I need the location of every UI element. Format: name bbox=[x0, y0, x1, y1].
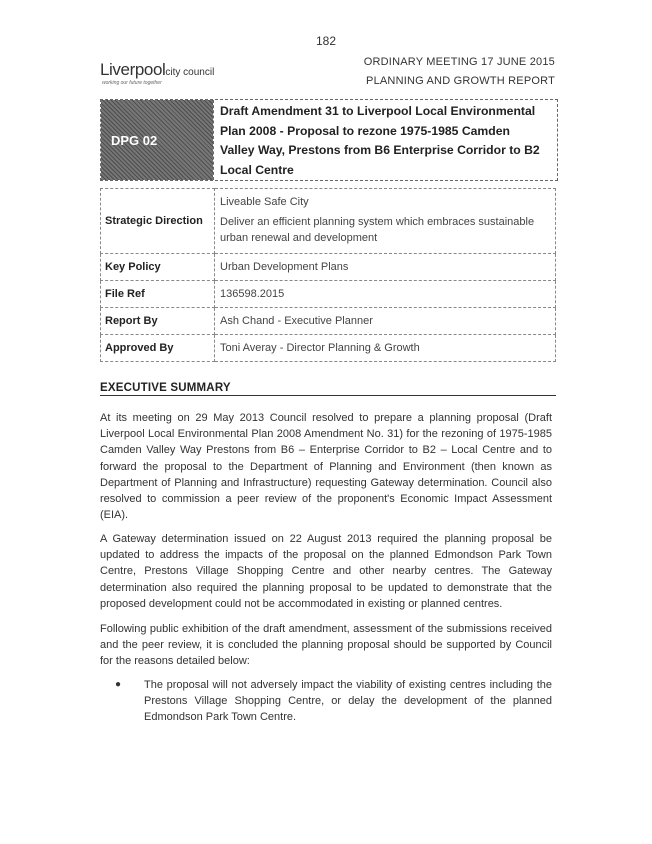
file-ref-row bbox=[101, 281, 556, 308]
logo-tagline: working our future together bbox=[102, 80, 162, 86]
approved-by-value: Toni Averay - Director Planning & Growth bbox=[215, 335, 556, 362]
bullet-text: The proposal will not adversely impact the viability of existing centres including the Prestons Village Shopping Centre, or delay the development of the planned Edmondson Park Town Centre. bbox=[144, 679, 552, 724]
approved-by-label: Approved By bbox=[101, 335, 215, 362]
strategic-direction-line2: Deliver an efficient planning system which embraces sustainable urban renewal and development bbox=[220, 216, 535, 244]
liverpool-city-council-logo bbox=[100, 60, 214, 86]
item-title: Draft Amendment 31 to Liverpool Local Environmental Plan 2008 - Proposal to rezone 1975-1985 Camden Valley Way, Prestons from B6 Enterprise Corridor to B2 Local Centre bbox=[213, 100, 557, 180]
item-code: DPG 02 bbox=[111, 132, 158, 148]
report-details-table bbox=[100, 188, 556, 362]
strategic-direction-line1: Liveable Safe City bbox=[220, 196, 309, 208]
report-header bbox=[364, 53, 555, 91]
strategic-direction-label: Strategic Direction bbox=[101, 189, 215, 254]
report-by-value: Ash Chand - Executive Planner bbox=[215, 308, 556, 335]
executive-summary-heading: EXECUTIVE SUMMARY bbox=[100, 382, 556, 396]
strategic-direction-row bbox=[101, 189, 556, 254]
executive-summary-paragraph-1: At its meeting on 29 May 2013 Council resolved to prepare a planning proposal (Draft Liverpool Local Environmental Plan 2008 Amendment No. 31) for the rezoning of 1975-1985 Camden Valley Way Prestons from B6 – Enterprise Corridor to B2 – Local Centre and to forward the proposal to the Department of Planning and Environment (then known as Department of Planning and Infrastructure) requesting Gateway determination. Council also resolved to commission a peer review of the proponent's Economic Impact Assessment (EIA). bbox=[100, 412, 552, 522]
bullet-dot-icon: ● bbox=[115, 679, 122, 690]
executive-summary-paragraph-2: A Gateway determination issued on 22 August 2013 required the planning proposal be updated to address the impacts of the proposal on the planned Edmondson Park Town Centre, Prestons Village Shopping Centre and other nearby centres. The Gateway determination also required the planning proposal to be updated to demonstrate that the proposed development could not be accommodated in existing or planned centres. bbox=[100, 533, 552, 610]
logo-suffix-text: city council bbox=[165, 67, 215, 78]
bullet-item bbox=[115, 677, 552, 726]
item-code-cell bbox=[101, 100, 213, 180]
key-policy-row bbox=[101, 254, 556, 281]
key-policy-value: Urban Development Plans bbox=[215, 254, 556, 281]
page-number: 182 bbox=[315, 34, 337, 48]
logo-main-text: Liverpool bbox=[100, 60, 166, 79]
item-title-table bbox=[100, 99, 558, 181]
file-ref-value: 136598.2015 bbox=[215, 281, 556, 308]
report-by-label: Report By bbox=[101, 308, 215, 335]
meeting-title: ORDINARY MEETING 17 JUNE 2015 bbox=[363, 56, 555, 68]
approved-by-row bbox=[101, 335, 556, 362]
executive-summary-paragraph-3: Following public exhibition of the draft amendment, assessment of the submissions received and the peer review, it is concluded the planning proposal should be supported by Council for the reasons detailed below: bbox=[100, 623, 552, 668]
report-by-row bbox=[101, 308, 556, 335]
strategic-direction-value bbox=[215, 189, 556, 254]
file-ref-label: File Ref bbox=[101, 281, 215, 308]
key-policy-label: Key Policy bbox=[101, 254, 215, 281]
report-title: PLANNING AND GROWTH REPORT bbox=[366, 75, 555, 87]
